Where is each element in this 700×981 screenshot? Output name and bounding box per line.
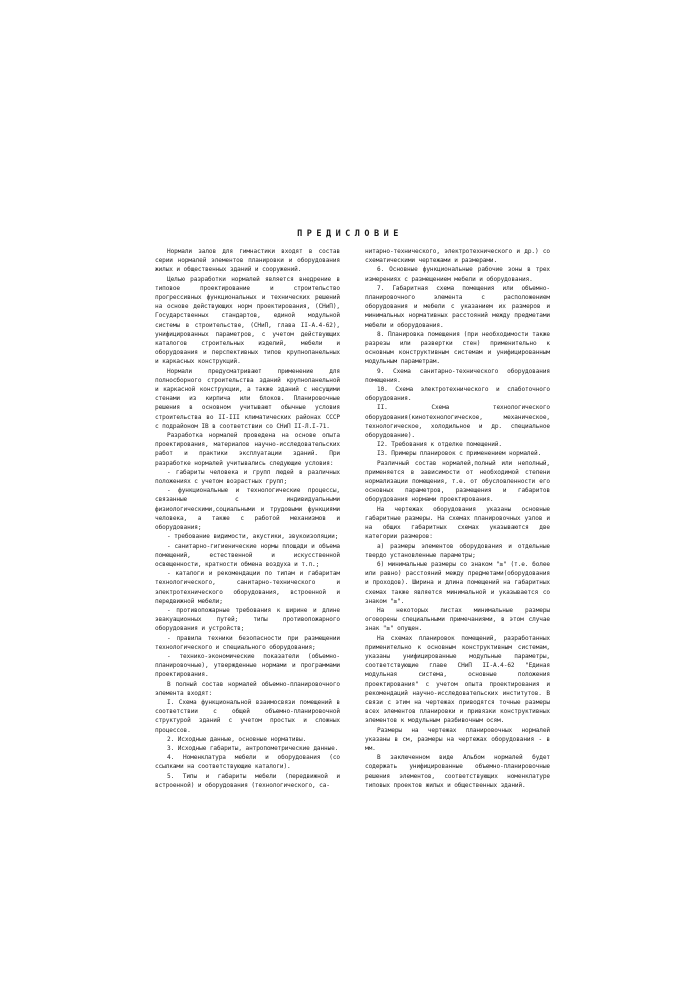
paragraph: II. Схема технологического оборудования(кинотехнологическое, механическое, технологическое, холодильное и др. специальное оборудование). bbox=[365, 404, 550, 440]
right-column bbox=[365, 247, 550, 790]
paragraph: 5. Типы и габариты мебели (передвижной и встроенной) и оборудования (технологического, са- bbox=[155, 772, 340, 789]
paragraph: I2. Требования к отделке помещений. bbox=[377, 441, 502, 449]
paragraph: На некоторых листах минимальные размеры оговорены специальными примечаниями, в этом случае знак "≥" опущен. bbox=[365, 606, 550, 633]
left-column bbox=[155, 247, 340, 790]
paragraph: - функциональные и технологические процессы, связанные с индивидуальными физиологическими,социальными и трудовыми функциями человека, а также с работой механизмов и оборудования; bbox=[155, 487, 340, 532]
paragraph: Разработка нормалей проведена на основе опыта проектирования, материалов научно-исследовательских работ и практики эксплуатации зданий. При разработке нормалей учитывались следующие условия: bbox=[155, 432, 340, 467]
paragraph: - каталоги и рекомендации по типам и габаритам технологического, санитарно-технического и электротехнического оборудования, встроенной и передвижной мебели; bbox=[155, 570, 340, 605]
paragraph: - требование видимости, акустики, звукоизоляции; bbox=[167, 533, 339, 541]
paragraph: а) размеры элементов оборудования и отдельные твердо установленные параметры; bbox=[365, 542, 550, 559]
paragraph: 10. Схема электротехнического и слаботочного оборудования. bbox=[365, 386, 550, 403]
paragraph: I3. Примеры планировок с применением нормалей. bbox=[377, 450, 542, 458]
paragraph: В заключенном виде Альбом нормалей будет содержать унифицированные объемно-планировочные решения элементов, соответствующих номенклатуре типовых проектов жилых и общественных зданий. bbox=[365, 754, 550, 789]
paragraph: Нормали предусматривают применение для полносборного строительства зданий крупнопанельной и каркасной конструкции, а также зданий с несущими стенами из кирпича или блоков. Планировочные решения в основном учитывают обычные условия строительства во II-III климатических районах СССР с подрайоном IB в соответствии со СНиП II-Л.I-71. bbox=[155, 367, 340, 430]
paragraph: нитарно-технического, электротехнического и др.) со схематическими чертежами и размерами. bbox=[365, 248, 550, 265]
paragraph: Нормали залов для гимнастики входят в состав серии нормалей элементов планировки и оборудования жилых и общественных зданий и сооружений. bbox=[155, 248, 340, 274]
paragraph: Размеры на чертежах планировочных нормалей указаны в см, размеры на чертежах оборудования - в мм. bbox=[365, 726, 550, 752]
paragraph: 9. Схема санитарно-технического оборудования помещения. bbox=[365, 367, 550, 384]
paragraph: На схемах планировок помещений, разработанных применительно к основным конструктивным системам, указаны унифицированные модульные параметры, соответствующие главе СНиП II-А.4-62 "Единая модульная система, основные положения проектирования" с учетом опыта проектирования и рекомендаций научно-исследовательских институтов. В связи с этим на чертежах приводятся точные размеры всех элементов планировки и привязки конструктивных элементов к модульным разбивочным осям. bbox=[365, 634, 550, 725]
paragraph: На чертежах оборудования указаны основные габаритные размеры. На схемах планировочных узлов и на общих габаритных схемах указываются две категории размеров: bbox=[365, 505, 550, 541]
paragraph: 3. Исходные габариты, антропометрические данные. bbox=[167, 744, 339, 752]
paragraph: 2. Исходные данные, основные нормативы. bbox=[167, 735, 307, 743]
paragraph: Целью разработки нормалей является внедрение в типовое проектирование и строительство прогрессивных функциональных и технических решений на основе действующих норм проектирования, (СНиП), Государственных стандартов, единой модульной системы в строительстве, (СНиП, глава II-А.4-62), унифицированных параметров, с учетом действующих каталогов строительных изделий, мебели и оборудования и перспективных типов крупнопанельных и каркасных конструкций. bbox=[155, 275, 340, 366]
paragraph: б) минимальные размеры со знаком "≥" (т.е. более или равно) расстояний между предметами(оборудования и проходов). Ширина и длина помещений на габаритных схемах также является минимальной и указывается со знаком "≥". bbox=[365, 560, 550, 605]
paragraph: - противопожарные требования к ширине и длине эвакуационных путей; типы противопожарного оборудования и устройств; bbox=[155, 606, 340, 633]
paragraph: - габариты человека и групп людей в различных положениях с учетом возрастных групп; bbox=[155, 468, 340, 486]
paragraph: 7. Габаритная схема помещения или объемно-планировочного элемента с расположением оборудования и мебели с указанием их размеров и минимальных нормативных расстояний между предметами мебели и оборудования. bbox=[365, 284, 550, 329]
paragraph: - технико-экономические показатели (объемно-планировочные), утвержденные нормами и программами проектирования. bbox=[155, 652, 340, 679]
paragraph: I. Схема функциональной взаимосвязи помещений в соответствии с общей объемно-планировочной структурой зданий с учетом простых и сложных процессов. bbox=[155, 698, 340, 734]
paragraph: В полный состав нормалей объемно-планировочного элемента входят: bbox=[155, 680, 340, 697]
paragraph: - санитарно-гигиенические нормы площади и объема помещений, естественной и искусственной освещенности, кратности обмена воздуха и т.п.; bbox=[155, 542, 340, 568]
paragraph: - правила техники безопасности при размещении технологического и специального оборудования; bbox=[155, 634, 340, 651]
paragraph: 4. Номенклатура мебели и оборудования (со ссылками на соответствующие каталоги). bbox=[155, 754, 340, 771]
page-title: ПРЕДИСЛОВИЕ bbox=[297, 229, 403, 239]
paragraph: 6. Основные функциональные рабочие зоны в трех измерениях с размещением мебели и оборудования. bbox=[365, 266, 550, 283]
paragraph: Различный состав нормалей,полный или неполный, применяется в зависимости от необходимой степени нормализации помещения, т.е. от обусловленности его основных параметров, размещения и габаритов оборудования нормами проектирования. bbox=[365, 459, 550, 504]
paragraph: 8. Планировка помещения (при необходимости также разрезы или развертки стен) применительно к основным конструктивным системам и унифицированным модульным параметрам. bbox=[365, 330, 550, 366]
